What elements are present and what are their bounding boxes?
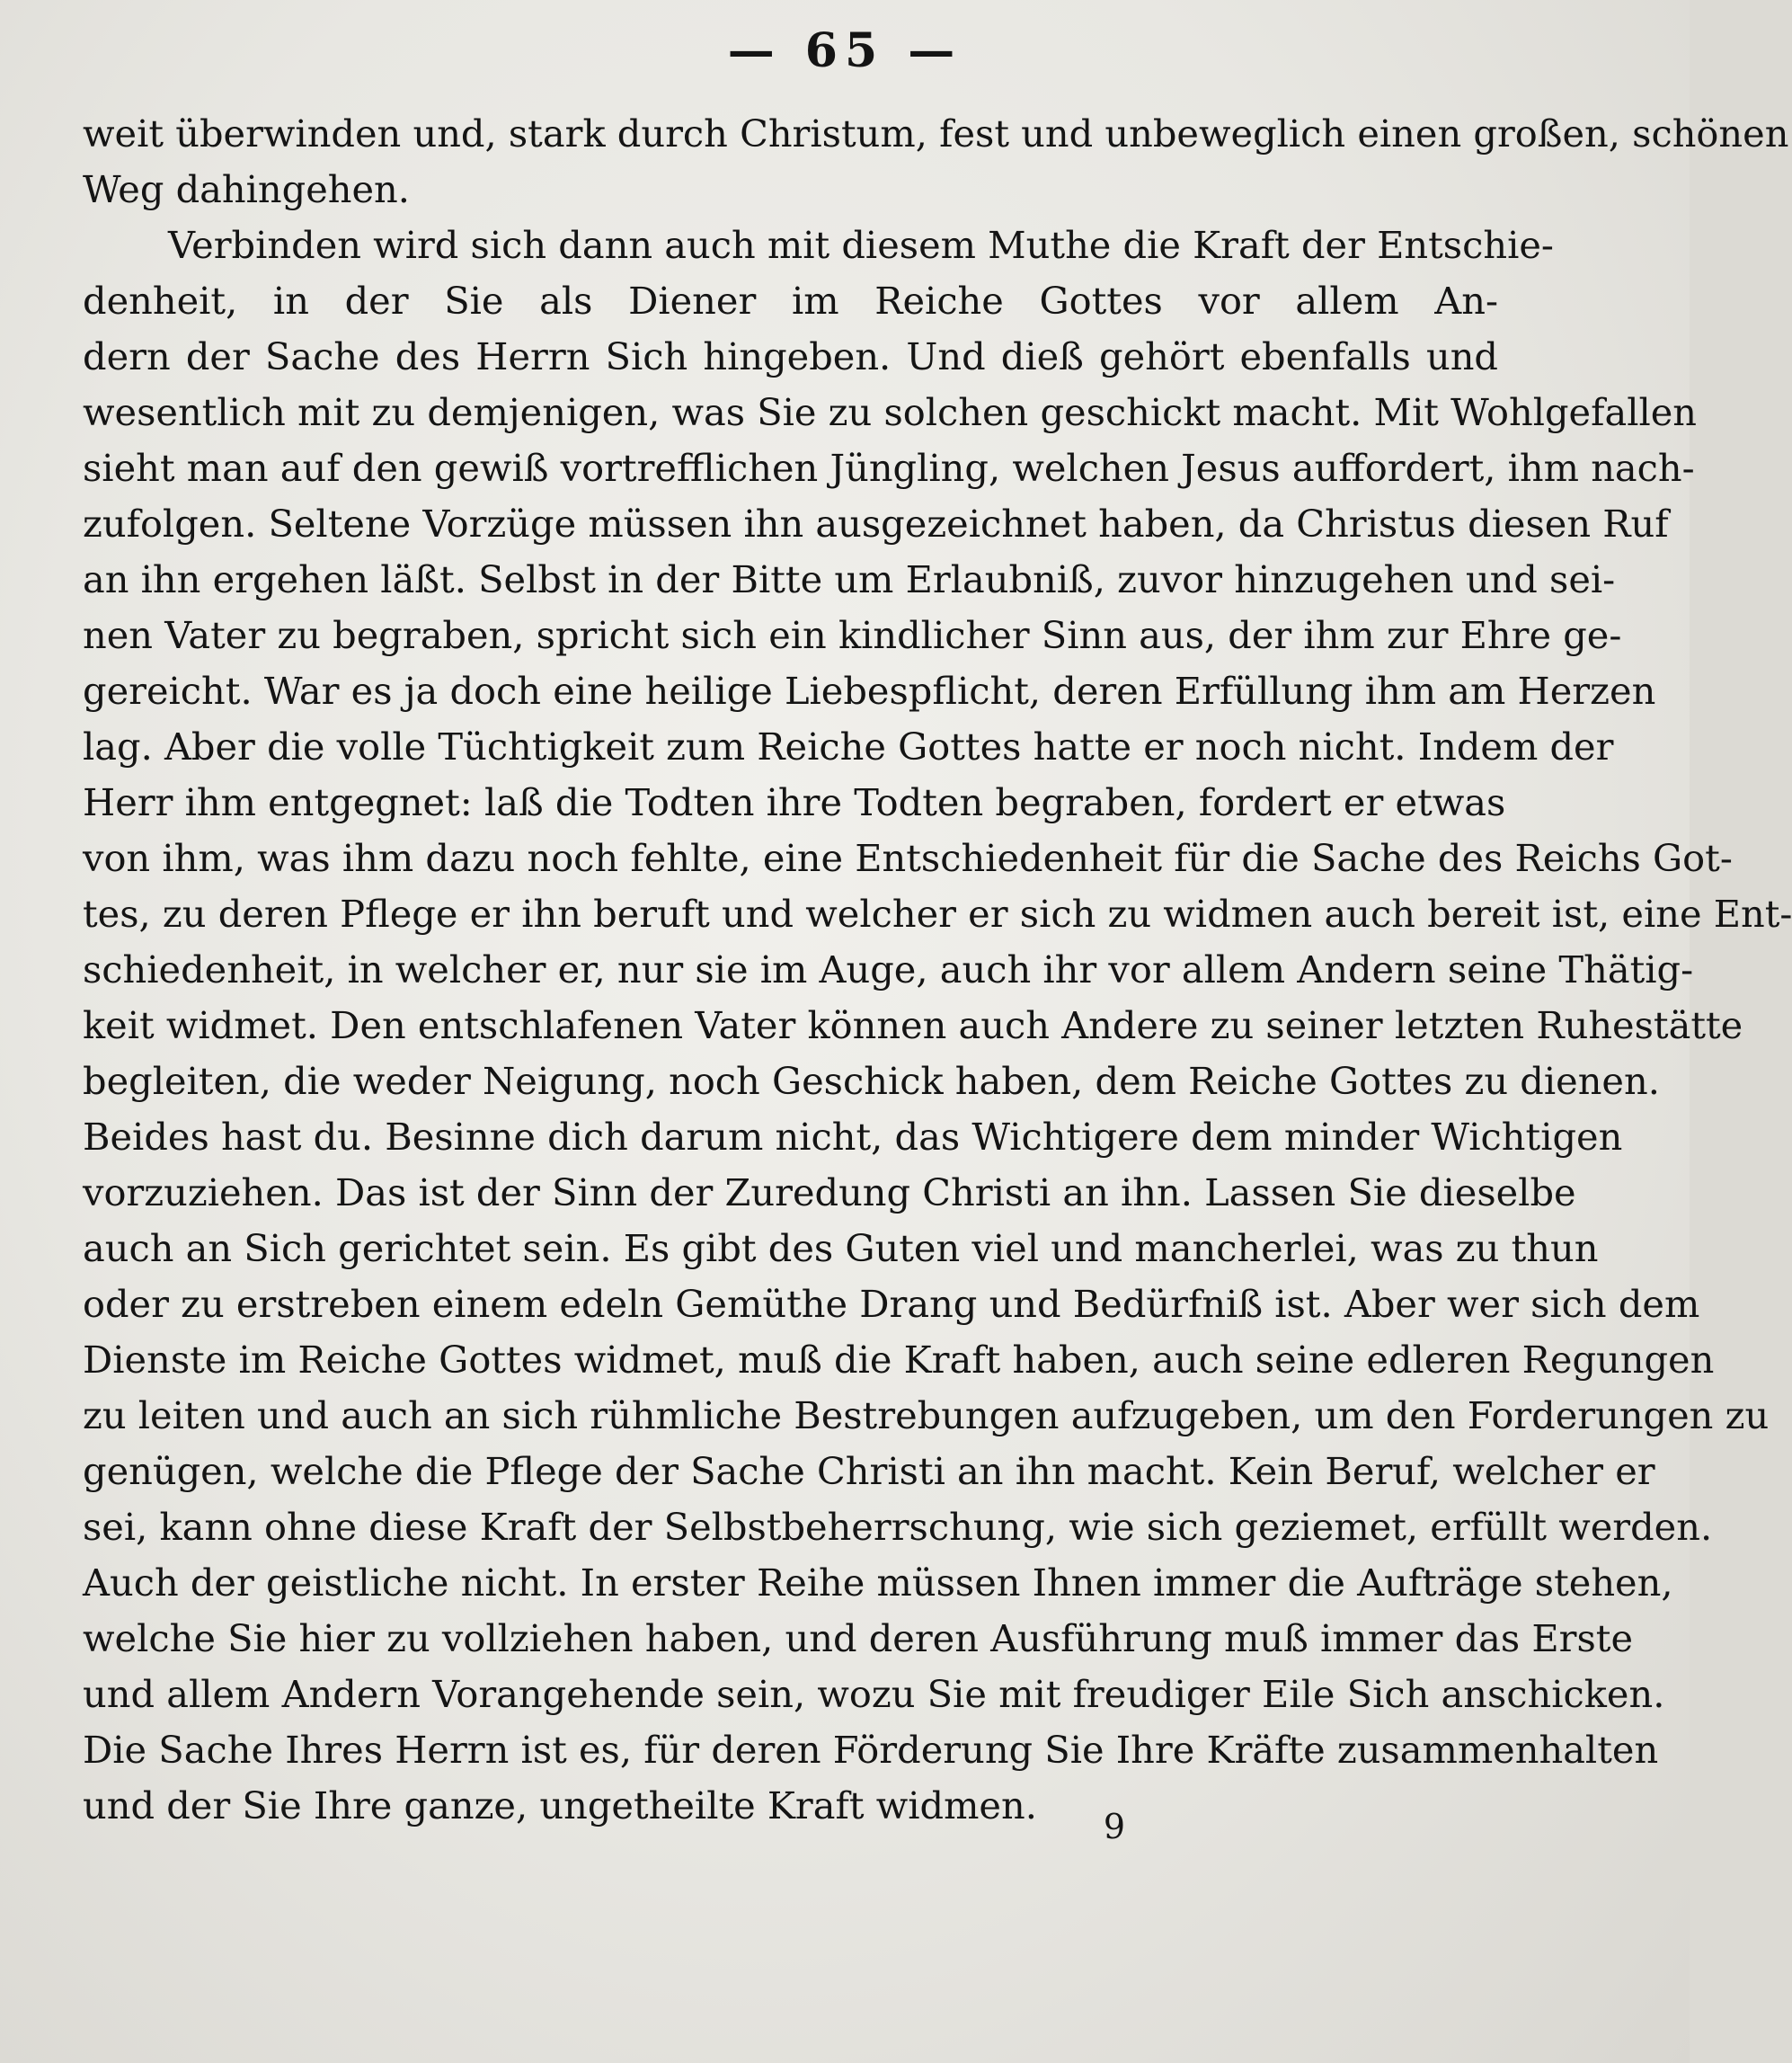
text-line: Herr ihm entgegnet: laß die Todten ihre Todten begraben, fordert er etwas — [83, 780, 1506, 824]
text-line: Weg dahingehen. — [83, 167, 410, 211]
text-line: nen Vater zu begraben, spricht sich ein kindlicher Sinn aus, der ihm zur Ehre ge- — [83, 613, 1622, 657]
body-text — [83, 106, 1792, 1834]
text-line: und der Sie Ihre ganze, ungetheilte Kraft widmen. — [83, 1783, 1037, 1827]
text-line: gereicht. War es ja doch eine heilige Liebespflicht, deren Erfüllung ihm am Herzen — [83, 669, 1656, 713]
text-line: Beides hast du. Besinne dich darum nicht, das Wichtigere dem minder Wichtigen — [83, 1115, 1623, 1159]
text-line: auch an Sich gerichtet sein. Es gibt des Guten viel und mancherlei, was zu thun — [83, 1226, 1599, 1270]
signature-mark: 9 — [1103, 1807, 1126, 1846]
text-line: schiedenheit, in welcher er, nur sie im Auge, auch ihr vor allem Andern seine Thätig- — [83, 947, 1694, 991]
text-line: oder zu erstreben einem edeln Gemüthe Drang und Bedürfniß ist. Aber wer sich dem — [83, 1282, 1700, 1326]
text-line: und allem Andern Vorangehende sein, wozu Sie mit freudiger Eile Sich anschicken. — [83, 1672, 1665, 1716]
text-line: zufolgen. Seltene Vorzüge müssen ihn ausgezeichnet haben, da Christus diesen Ruf — [83, 502, 1669, 546]
text-line: sei, kann ohne diese Kraft der Selbstbeherrschung, wie sich geziemet, erfüllt werden. — [83, 1505, 1713, 1549]
text-line: weit überwinden und, stark durch Christum, fest und unbeweglich einen großen, schönen — [83, 111, 1789, 156]
text-line: Verbinden wird sich dann auch mit diesem Muthe die Kraft der Entschie- — [168, 223, 1554, 267]
text-line: Die Sache Ihres Herrn ist es, für deren Förderung Sie Ihre Kräfte zusammenhalten — [83, 1728, 1659, 1772]
text-line: Dienste im Reiche Gottes widmet, muß die Kraft haben, auch seine edleren Regungen — [83, 1338, 1715, 1382]
text-line: sieht man auf den gewiß vortrefflichen Jüngling, welchen Jesus auffordert, ihm nach- — [83, 446, 1695, 490]
page-number-header: — 65 — — [727, 23, 963, 78]
text-line: zu leiten und auch an sich rühmliche Bestrebungen aufzugeben, um den Forderungen zu — [83, 1393, 1770, 1437]
text-line: von ihm, was ihm dazu noch fehlte, eine Entschiedenheit für die Sache des Reichs Got- — [83, 836, 1733, 880]
text-line: vorzuziehen. Das ist der Sinn der Zuredung Christi an ihn. Lassen Sie dieselbe — [83, 1170, 1576, 1214]
text-line: welche Sie hier zu vollziehen haben, und deren Ausführung muß immer das Erste — [83, 1616, 1634, 1660]
text-line: denheit, in der Sie als Diener im Reiche Gottes vor allem An- — [83, 279, 1498, 323]
text-line: an ihn ergehen läßt. Selbst in der Bitte um Erlaubniß, zuvor hinzugehen und sei- — [83, 557, 1616, 601]
text-line: genügen, welche die Pflege der Sache Christi an ihn macht. Kein Beruf, welcher er — [83, 1449, 1655, 1493]
text-line: keit widmet. Den entschlafenen Vater können auch Andere zu seiner letzten Ruhestätte — [83, 1003, 1743, 1047]
text-line: lag. Aber die volle Tüchtigkeit zum Reiche Gottes hatte er noch nicht. Indem der — [83, 725, 1614, 769]
text-line: wesentlich mit zu demjenigen, was Sie zu solchen geschickt macht. Mit Wohlgefallen — [83, 390, 1698, 434]
text-line: Auch der geistliche nicht. In erster Reihe müssen Ihnen immer die Aufträge stehen, — [83, 1561, 1673, 1605]
text-line: dern der Sache des Herrn Sich hingeben. Und dieß gehört ebenfalls und — [83, 334, 1498, 378]
text-line: begleiten, die weder Neigung, noch Geschick haben, dem Reiche Gottes zu dienen. — [83, 1059, 1660, 1103]
text-line: tes, zu deren Pflege er ihn beruft und welcher er sich zu widmen auch bereit ist, eine Ent- — [83, 892, 1792, 936]
